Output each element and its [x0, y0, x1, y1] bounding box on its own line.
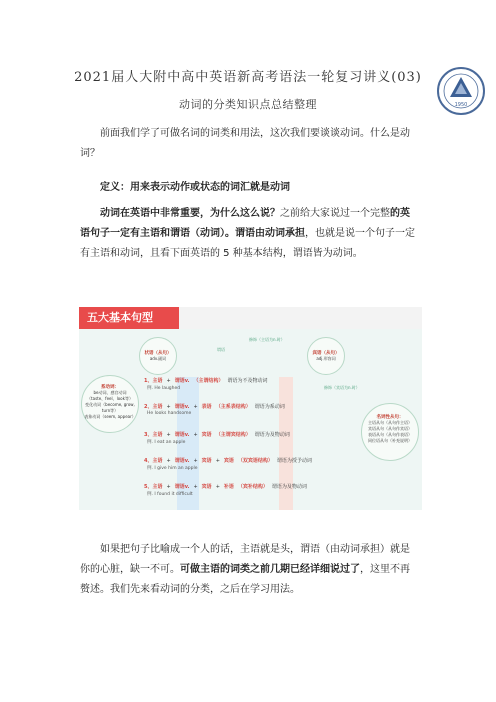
importance-bold-1: 动词在英语中非常重要，为什么这么说？: [100, 208, 280, 219]
noun-clause-bubble: 名词性从句： 主语从句（从句作主语） 宾语从句（从句作宾语） 表语从句（从句作表语） 同位语从句（补充说明）: [361, 403, 419, 461]
linking-verb-bubble: 系动词： be动词、感官动词 （taste、feel、look等） 变化动词（become, grow, turn等） 表象动词（seem, appear）: [81, 375, 139, 433]
closing-text-2: ，这里不再赘述。我们先来看动词的分类，之后在学习用法。: [80, 564, 410, 595]
pattern-row-1: 1、主语 + 谓语v. （主谓结构） 谓语为不及物动词: [144, 378, 268, 384]
pattern-example-3: 例. I eat an apple: [147, 440, 186, 445]
svg-text:1950: 1950: [454, 102, 468, 108]
pattern-example-5: 例. I found it difficult: [147, 492, 193, 497]
importance-text-2: ，也就是说一个句子一定有主语和动词，且看下面英语的 5 种基本结构，谓语皆为动词。: [80, 228, 415, 259]
label-predicate: 谓语: [217, 347, 225, 352]
figure-banner: 五大基本句型: [79, 307, 179, 329]
label-modify-subject: 修饰（主语为n.时）: [249, 337, 285, 342]
pattern-row-5: 5、主语 + 谓语v. + 宾语 + 补语 （宾补结构） 谓语为及物动词: [144, 484, 307, 490]
school-seal-icon: [436, 66, 486, 116]
importance-text-1: 之前给大家说过一个完整: [280, 208, 390, 219]
closing-bold: 可做主语的词类之前几期已经详细说过了: [180, 564, 360, 575]
closing-paragraph: [80, 540, 416, 600]
definition-paragraph: 定义：用来表示动作或状态的词汇就是动词: [100, 182, 290, 193]
document-subtitle: 动词的分类知识点总结整理: [179, 98, 317, 111]
object-bubble: 宾语（从句） adj.形容词: [307, 337, 345, 375]
importance-paragraph: [80, 204, 416, 264]
pattern-example-1: 例. He laughed: [147, 386, 181, 391]
pattern-example-4: 例. I give him an apple: [147, 466, 198, 471]
importance-bold-2: 的英语句子一定有主语和谓语（动词）。谓语由动词承担: [80, 208, 410, 239]
pattern-row-4: 4、主语 + 谓语v. + 宾语 + 宾语 （双宾语结构） 谓语为授予动词: [144, 458, 312, 464]
label-modify-object: 修饰（宾语为n.时）: [324, 385, 360, 390]
object-column: [279, 377, 293, 510]
pattern-row-2: 2、主语 + 谓语v. + 表语 （主系表结构） 谓语为系动词: [144, 404, 285, 410]
intro-paragraph: 前面我们学了可做名词的词类和用法，这次我们要谈谈动词。什么是动词？: [80, 128, 410, 159]
sentence-patterns-figure: [79, 307, 422, 510]
document-title: 2021届人大附中高中英语新高考语法一轮复习讲义(03): [74, 70, 422, 85]
pattern-example-2: He looks handsome: [147, 411, 192, 416]
adverbial-bubble: 状语（从句） adv.副词: [139, 337, 177, 375]
pattern-row-3: 3、主语 + 谓语v. + 宾语 （主谓宾结构） 谓语为及物动词: [144, 432, 290, 438]
closing-text-1: 如果把句子比喻成一个人的话，主语就是头，谓语（由动词承担）就是你的心脏，缺一不可。: [80, 544, 410, 575]
